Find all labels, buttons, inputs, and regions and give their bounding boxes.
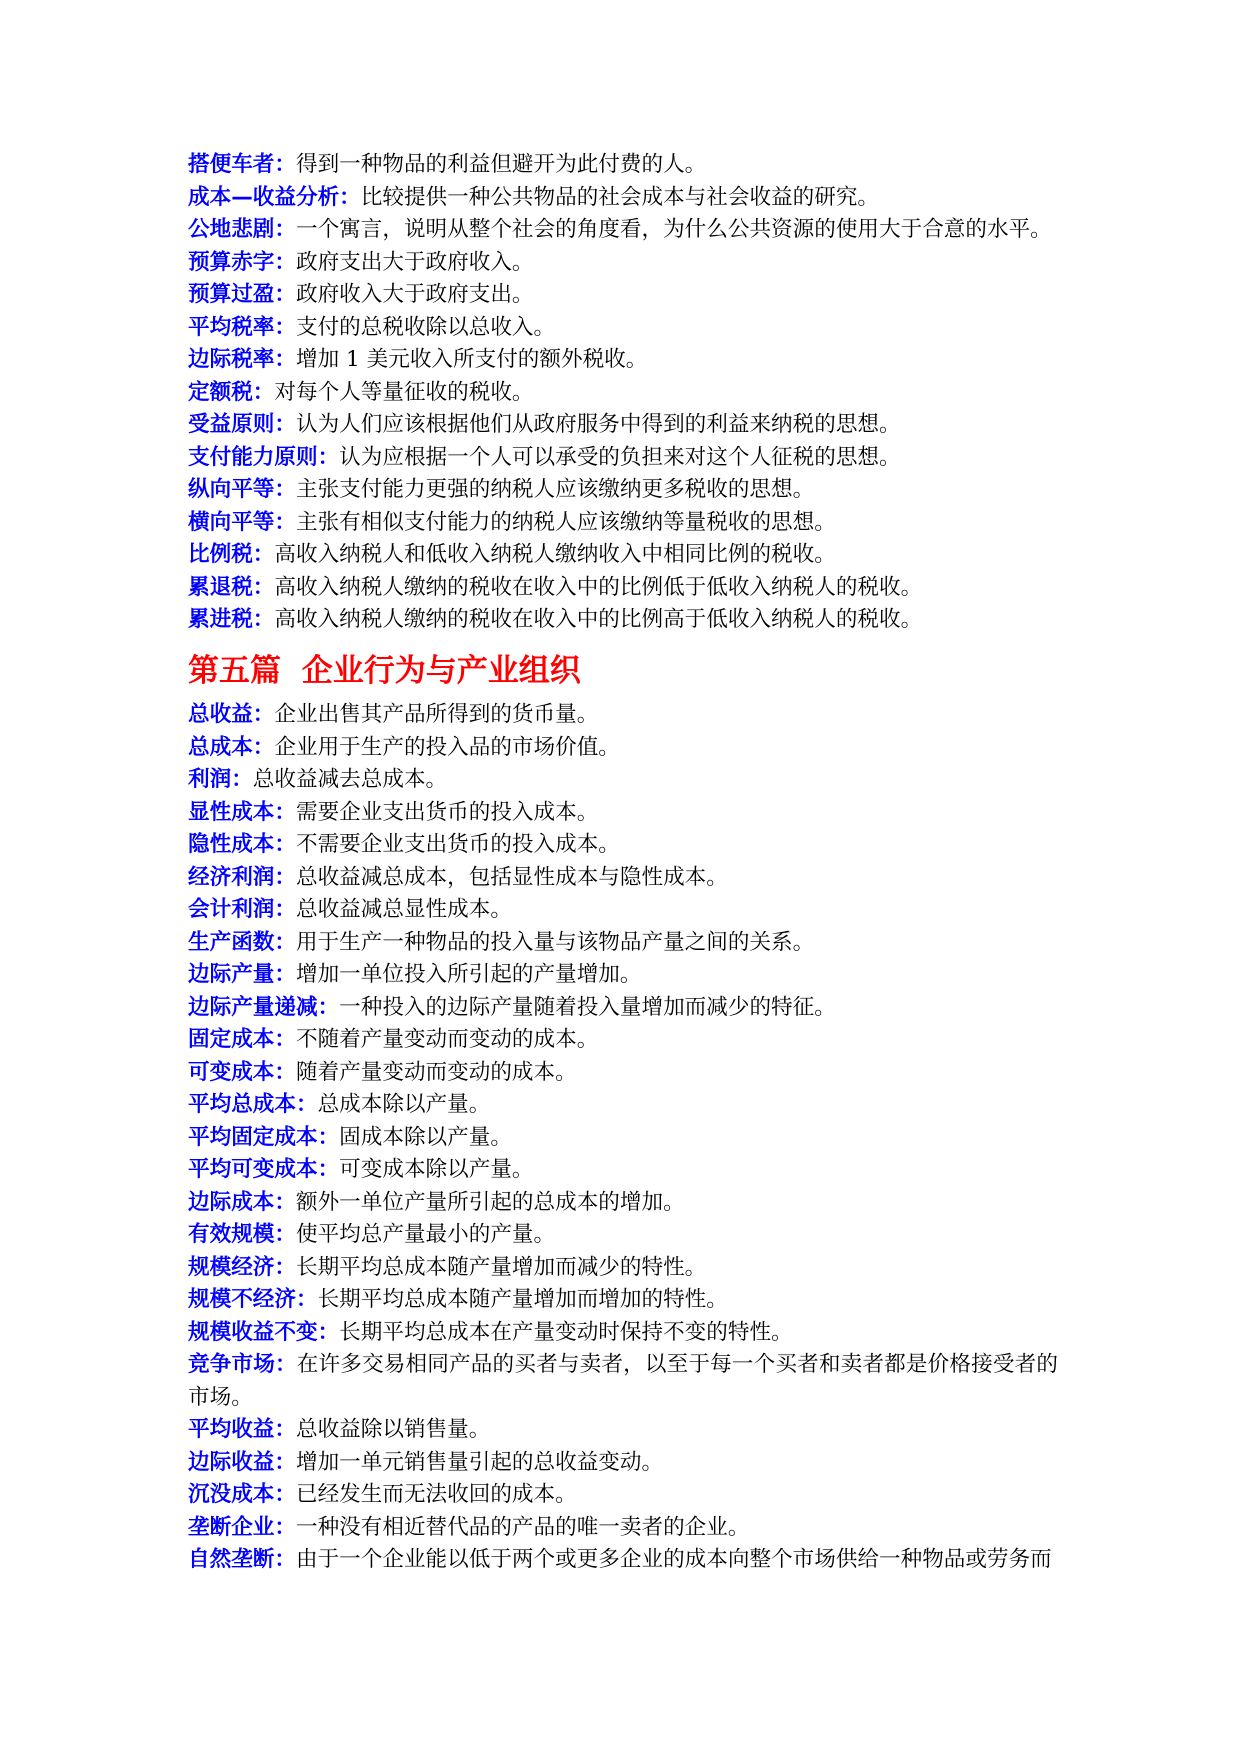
glossary-entry <box>188 862 1058 895</box>
glossary-term: 预算过盈： <box>188 282 296 307</box>
glossary-entry <box>188 1447 1058 1480</box>
glossary-definition: 认为人们应该根据他们从政府服务中得到的利益来纳税的思想。 <box>295 412 901 437</box>
glossary-list-1 <box>188 149 1058 637</box>
glossary-definition: 可变成本除以产量。 <box>339 1157 534 1182</box>
glossary-term: 搭便车者： <box>188 152 296 177</box>
glossary-definition: 用于生产一种物品的投入量与该物品产量之间的关系。 <box>295 929 815 955</box>
glossary-term: 受益原则： <box>188 412 296 437</box>
glossary-entry <box>188 927 1058 960</box>
glossary-definition: 长期平均总成本在产量变动时保持不变的特性。 <box>339 1319 793 1345</box>
glossary-term: 固定成本： <box>188 1027 296 1052</box>
glossary-definition: 高收入纳税人缴纳的税收在收入中的比例低于低收入纳税人的税收。 <box>274 574 923 600</box>
glossary-term: 有效规模： <box>188 1222 296 1247</box>
glossary-entry <box>188 507 1058 540</box>
glossary-entry <box>188 409 1058 442</box>
glossary-definition: 已经发生而无法收回的成本。 <box>295 1482 577 1507</box>
glossary-entry <box>188 474 1058 507</box>
glossary-term: 自然垄断： <box>188 1547 296 1572</box>
glossary-definition: 高收入纳税人和低收入纳税人缴纳收入中相同比例的税收。 <box>274 542 836 567</box>
glossary-entry <box>188 344 1058 377</box>
glossary-term: 累进税： <box>188 607 275 632</box>
glossary-term: 总成本： <box>188 734 275 760</box>
glossary-entry <box>188 1317 1058 1350</box>
glossary-definition: 增加一单元销售量引起的总收益变动。 <box>295 1449 664 1475</box>
glossary-entry <box>188 1187 1058 1220</box>
glossary-definition: 政府支出大于政府收入。 <box>295 249 534 275</box>
glossary-definition: 不随着产量变动而变动的成本。 <box>295 1027 599 1052</box>
glossary-term: 平均可变成本： <box>188 1157 340 1182</box>
glossary-term: 成本—收益分析： <box>188 184 361 210</box>
glossary-entry <box>188 214 1058 247</box>
glossary-term: 边际收益： <box>188 1449 296 1475</box>
glossary-term: 沉没成本： <box>188 1482 296 1507</box>
glossary-section <box>188 149 1058 637</box>
glossary-entry <box>188 1544 1058 1577</box>
glossary-definition: 不需要企业支出货币的投入成本。 <box>295 832 620 857</box>
glossary-term: 支付能力原则： <box>188 444 340 470</box>
glossary-entry <box>188 1122 1058 1155</box>
glossary-entry <box>188 1154 1058 1187</box>
glossary-entry <box>188 247 1058 280</box>
glossary-definition: 主张支付能力更强的纳税人应该缴纳更多税收的思想。 <box>295 477 815 502</box>
glossary-entry <box>188 894 1058 927</box>
glossary-definition: 需要企业支出货币的投入成本。 <box>295 799 599 825</box>
glossary-definition: 支付的总税收除以总收入。 <box>295 314 556 340</box>
glossary-term: 平均收益： <box>188 1417 296 1442</box>
page-content <box>188 149 1058 1577</box>
glossary-definition: 长期平均总成本随产量增加而减少的特性。 <box>295 1254 707 1280</box>
glossary-definition: 增加 1 美元收入所支付的额外税收。 <box>295 347 648 372</box>
section-heading: 第五篇 企业行为与产业组织 <box>188 652 581 689</box>
glossary-definition: 一种没有相近替代品的产品的唯一卖者的企业。 <box>295 1514 750 1540</box>
glossary-definition: 总收益减总成本，包括显性成本与隐性成本。 <box>295 864 728 890</box>
glossary-entry <box>188 182 1058 215</box>
glossary-term: 竞争市场： <box>188 1352 297 1377</box>
glossary-definition: 使平均总产量最小的产量。 <box>295 1222 556 1247</box>
glossary-definition: 对每个人等量征收的税收。 <box>274 379 534 405</box>
glossary-term: 边际成本： <box>188 1189 296 1215</box>
glossary-definition: 主张有相似支付能力的纳税人应该缴纳等量税收的思想。 <box>295 509 836 535</box>
glossary-entry <box>188 1024 1058 1057</box>
glossary-term: 预算赤字： <box>188 249 296 275</box>
glossary-entry <box>188 279 1058 312</box>
glossary-term: 利润： <box>188 767 253 792</box>
glossary-term: 纵向平等： <box>188 477 296 502</box>
glossary-term: 边际产量： <box>188 962 296 987</box>
glossary-term: 垄断企业： <box>188 1514 296 1540</box>
glossary-term: 显性成本： <box>188 799 296 825</box>
glossary-list-2 <box>188 699 1058 1577</box>
glossary-term: 平均税率： <box>188 314 296 340</box>
glossary-definition: 在许多交易相同产品的买者与卖者，以至于每一个买者和卖者都是价格接受者的市场。 <box>188 1352 1058 1410</box>
glossary-entry <box>188 1349 1058 1414</box>
glossary-entry <box>188 1414 1058 1447</box>
glossary-section <box>188 637 1058 1577</box>
glossary-entry <box>188 732 1058 765</box>
glossary-definition: 总收益除以销售量。 <box>295 1417 491 1442</box>
glossary-entry <box>188 1219 1058 1252</box>
glossary-entry <box>188 699 1058 732</box>
glossary-definition: 总收益减去总成本。 <box>252 767 448 792</box>
glossary-entry <box>188 539 1058 572</box>
glossary-definition: 高收入纳税人缴纳的税收在收入中的比例高于低收入纳税人的税收。 <box>274 607 923 632</box>
glossary-entry <box>188 1252 1058 1285</box>
glossary-definition: 随着产量变动而变动的成本。 <box>295 1059 577 1085</box>
glossary-entry <box>188 1089 1058 1122</box>
glossary-entry <box>188 829 1058 862</box>
glossary-term: 经济利润： <box>188 864 296 890</box>
glossary-entry <box>188 797 1058 830</box>
glossary-term: 累退税： <box>188 574 275 600</box>
glossary-entry <box>188 312 1058 345</box>
glossary-term: 平均总成本： <box>188 1092 318 1117</box>
glossary-term: 可变成本： <box>188 1059 296 1085</box>
glossary-term: 边际产量递减： <box>188 994 340 1020</box>
glossary-term: 规模经济： <box>188 1254 296 1280</box>
glossary-definition: 增加一单位投入所引起的产量增加。 <box>295 962 642 987</box>
glossary-definition: 长期平均总成本随产量增加而增加的特性。 <box>317 1287 728 1312</box>
glossary-definition: 政府收入大于政府支出。 <box>295 282 534 307</box>
glossary-definition: 由于一个企业能以低于两个或更多企业的成本向整个市场供给一种物品或劳务而 <box>295 1547 1052 1572</box>
glossary-entry <box>188 149 1058 182</box>
glossary-term: 隐性成本： <box>188 832 296 857</box>
glossary-definition: 企业出售其产品所得到的货币量。 <box>274 702 599 727</box>
glossary-definition: 企业用于生产的投入品的市场价值。 <box>274 734 620 760</box>
glossary-entry <box>188 377 1058 410</box>
glossary-term: 总收益： <box>188 702 275 727</box>
glossary-definition: 一种投入的边际产量随着投入量增加而减少的特征。 <box>339 994 836 1020</box>
glossary-term: 会计利润： <box>188 897 296 922</box>
glossary-entry <box>188 572 1058 605</box>
glossary-term: 定额税： <box>188 379 275 405</box>
glossary-entry <box>188 764 1058 797</box>
glossary-definition: 认为应根据一个人可以承受的负担来对这个人征税的思想。 <box>339 444 901 470</box>
glossary-definition: 比较提供一种公共物品的社会成本与社会收益的研究。 <box>360 184 880 210</box>
glossary-entry <box>188 1284 1058 1317</box>
glossary-definition: 额外一单位产量所引起的总成本的增加。 <box>295 1189 685 1215</box>
glossary-definition: 固成本除以产量。 <box>339 1124 512 1150</box>
glossary-term: 公地悲剧： <box>188 217 296 242</box>
glossary-definition: 得到一种物品的利益但避开为此付费的人。 <box>295 152 707 177</box>
glossary-term: 生产函数： <box>188 929 296 955</box>
glossary-entry <box>188 992 1058 1025</box>
glossary-definition: 总收益减总显性成本。 <box>295 897 512 922</box>
glossary-entry <box>188 1479 1058 1512</box>
glossary-term: 横向平等： <box>188 509 296 535</box>
glossary-term: 规模收益不变： <box>188 1319 340 1345</box>
glossary-entry <box>188 1512 1058 1545</box>
glossary-definition: 总成本除以产量。 <box>317 1092 491 1117</box>
glossary-term: 比例税： <box>188 542 275 567</box>
glossary-term: 平均固定成本： <box>188 1124 340 1150</box>
glossary-entry <box>188 1057 1058 1090</box>
glossary-term: 规模不经济： <box>188 1287 318 1312</box>
glossary-definition: 一个寓言，说明从整个社会的角度看，为什么公共资源的使用大于合意的水平。 <box>295 217 1052 242</box>
glossary-entry <box>188 959 1058 992</box>
glossary-term: 边际税率： <box>188 347 296 372</box>
glossary-entry <box>188 442 1058 475</box>
glossary-entry <box>188 604 1058 637</box>
